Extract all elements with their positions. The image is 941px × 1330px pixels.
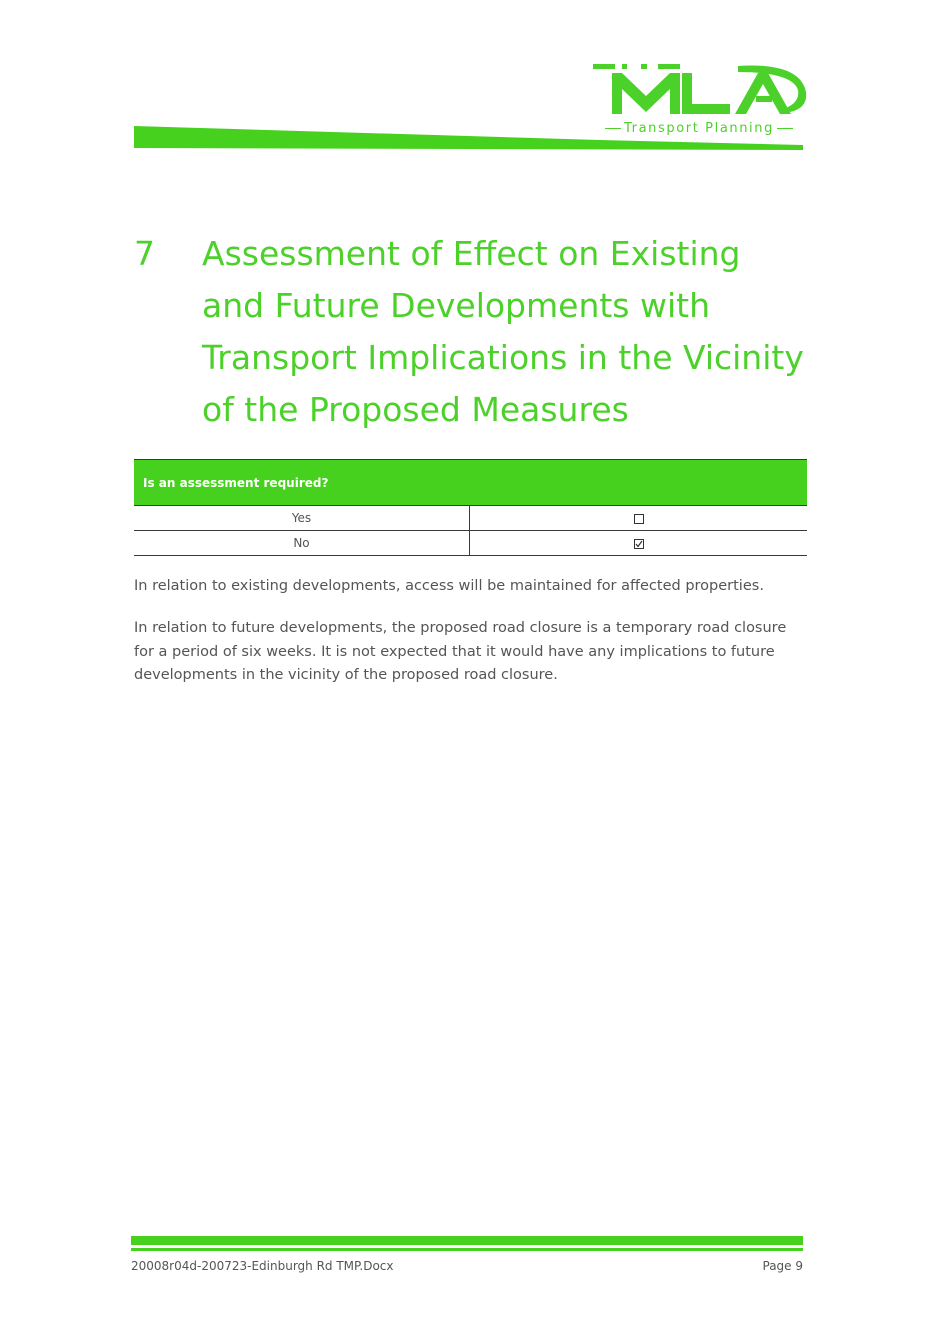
section-number: 7 bbox=[134, 234, 155, 273]
paragraph-existing-developments: In relation to existing developments, access will be maintained for affected properties. bbox=[134, 578, 764, 594]
table-header-row bbox=[134, 460, 807, 506]
option-cell-no bbox=[470, 531, 808, 556]
mla-logo bbox=[593, 64, 806, 114]
footer-thick-line bbox=[131, 1236, 803, 1245]
assessment-table bbox=[134, 459, 807, 556]
footer-page-number: Page 9 bbox=[762, 1259, 803, 1273]
footer-document-name: 20008r04d-200723-Edinburgh Rd TMP.Docx bbox=[131, 1259, 394, 1273]
option-cell-yes bbox=[470, 506, 808, 531]
footer-band bbox=[131, 1236, 803, 1256]
paragraph-future-developments: In relation to future developments, the proposed road closure is a temporary road closure for a period of six weeks. It is not expected that it would have any implications to future developments in the vicinity of the proposed road closure. bbox=[134, 620, 787, 683]
checkmark-icon bbox=[635, 540, 643, 548]
table-row-yes bbox=[134, 506, 807, 531]
checked-checkbox-icon[interactable] bbox=[634, 539, 644, 549]
option-label-no: No bbox=[134, 531, 470, 556]
unchecked-checkbox-icon[interactable] bbox=[634, 514, 644, 524]
footer-thin-line bbox=[131, 1248, 803, 1251]
logo-tagline: Transport Planning bbox=[594, 121, 804, 136]
table-header: Is an assessment required? bbox=[134, 460, 807, 506]
section-title: Assessment of Effect on Existing and Future Developments with Transport Implications in the Vicinity of the Proposed Measures bbox=[202, 234, 804, 429]
header-band bbox=[0, 0, 941, 160]
table-row-no bbox=[134, 531, 807, 556]
option-label-yes: Yes bbox=[134, 506, 470, 531]
